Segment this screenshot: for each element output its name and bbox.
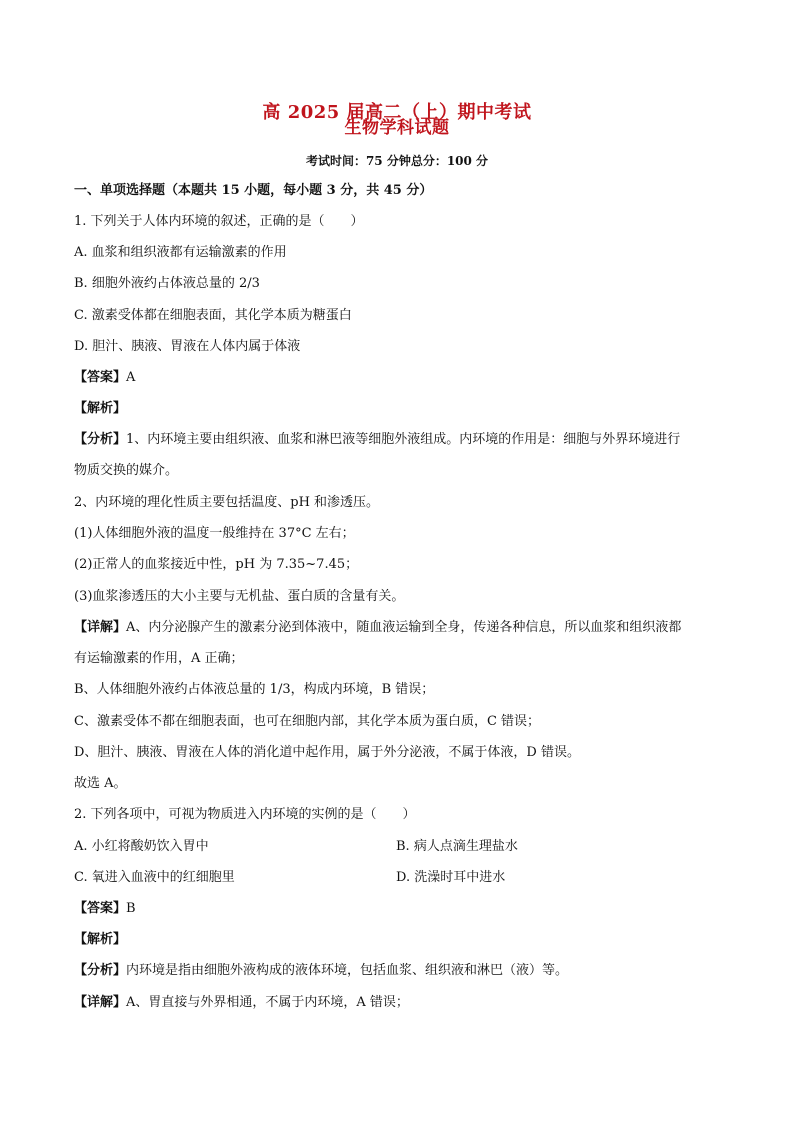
subject-title: 生物学科试题	[344, 118, 450, 138]
answer-value: B	[126, 901, 136, 916]
fenxi-text: 内环境是指由细胞外液构成的液体环境，包括血浆、组织液和淋巴（液）等。	[126, 963, 569, 978]
q1-fenxi-1a	[74, 431, 680, 449]
fenxi-tag: 【分析】	[74, 432, 127, 447]
fenxi-text: 1、内环境主要由组织液、血浆和淋巴液等细胞外液组成。内环境的作用是：细胞与外界环境进行	[126, 432, 681, 447]
q1-detail-d: D、胆汁、胰液、胃液在人体的消化道中起作用，属于外分泌液，不属于体液，D 错误。	[74, 745, 580, 760]
q1-detail-c: C、激素受体不都在细胞表面，也可在细胞内部，其化学本质为蛋白质，C 错误；	[74, 714, 541, 729]
q1-option-a: A. 血浆和组织液都有运输激素的作用	[74, 245, 287, 260]
answer-value: A	[126, 370, 136, 385]
q2-analysis-tag: 【解析】	[74, 932, 127, 947]
q2-option-b: B. 病人点滴生理盐水	[396, 839, 518, 854]
q1-option-d: D. 胆汁、胰液、胃液在人体内属于体液	[74, 339, 301, 354]
exam-info: 考试时间：75 分钟总分：100 分	[305, 154, 489, 168]
q1-stem: 1. 下列关于人体内环境的叙述，正确的是（ ）	[74, 214, 364, 229]
q1-conclusion: 故选 A。	[74, 776, 127, 791]
q2-stem: 2. 下列各项中，可视为物质进入内环境的实例的是（ ）	[74, 807, 416, 822]
detail-text: A、内分泌腺产生的激素分泌到体液中，随血液运输到全身，传递各种信息，所以血浆和组织液都	[126, 620, 682, 635]
q2-option-d: D. 洗澡时耳中进水	[396, 870, 506, 885]
detail-tag: 【详解】	[74, 620, 127, 635]
section-heading: 一、单项选择题（本题共 15 小题，每小题 3 分，共 45 分）	[74, 183, 433, 198]
q1-answer	[74, 369, 135, 387]
answer-tag: 【答案】	[74, 370, 127, 385]
q1-detail-a2: 有运输激素的作用，A 正确；	[74, 651, 244, 666]
q1-detail-a1	[74, 619, 681, 637]
q2-answer	[74, 900, 136, 918]
exam-title: 高 2025 届高二（上）期中考试	[262, 102, 532, 123]
q2-fenxi	[74, 962, 568, 980]
detail-text: A、胃直接与外界相通，不属于内环境，A 错误；	[126, 995, 409, 1010]
q1-fenxi-2: 2、内环境的理化性质主要包括温度、pH 和渗透压。	[74, 495, 380, 510]
q2-detail-a	[74, 994, 409, 1012]
answer-tag: 【答案】	[74, 901, 127, 916]
q1-analysis-tag: 【解析】	[74, 401, 127, 416]
fenxi-tag: 【分析】	[74, 963, 127, 978]
detail-tag: 【详解】	[74, 995, 127, 1010]
q1-fenxi-2-3: (3)血浆渗透压的大小主要与无机盐、蛋白质的含量有关。	[74, 589, 405, 604]
q1-fenxi-1b: 物质交换的媒介。	[74, 463, 179, 478]
q2-option-c: C. 氧进入血液中的红细胞里	[74, 870, 235, 885]
q1-fenxi-2-2: (2)正常人的血浆接近中性，pH 为 7.35~7.45；	[74, 557, 359, 572]
q1-option-c: C. 激素受体都在细胞表面，其化学本质为糖蛋白	[74, 308, 352, 323]
q1-detail-b: B、人体细胞外液约占体液总量的 1/3，构成内环境，B 错误；	[74, 682, 435, 697]
q1-option-b: B. 细胞外液约占体液总量的 2/3	[74, 276, 260, 291]
q1-fenxi-2-1: (1)人体细胞外液的温度一般维持在 37°C 左右；	[74, 526, 355, 541]
q2-option-a: A. 小红将酸奶饮入胃中	[74, 839, 209, 854]
